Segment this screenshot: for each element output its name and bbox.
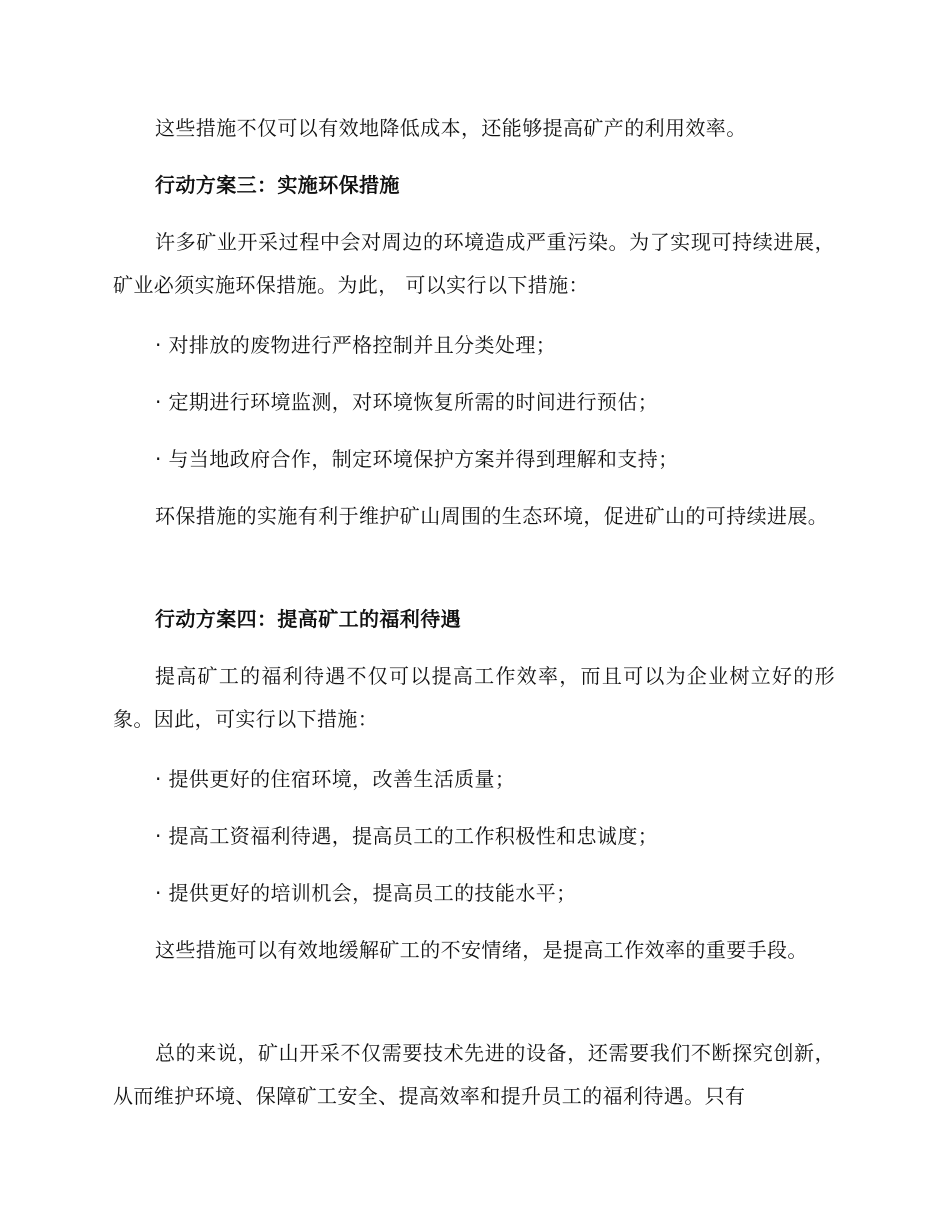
heading-plan-four: 行动方案四：提高矿工的福利待遇: [155, 607, 461, 631]
list-item-housing: · 提供更好的住宿环境，改善生活质量；: [155, 767, 516, 791]
paragraph-welfare-summary: 这些措施可以有效地缓解矿工的不安情绪，是提高工作效率的重要手段。: [155, 938, 808, 962]
list-item-government: · 与当地政府合作，制定环境保护方案并得到理解和支持；: [155, 447, 679, 471]
list-item-monitoring: · 定期进行环境监测，对环境恢复所需的时间进行预估；: [155, 390, 659, 414]
heading-plan-three: 行动方案三：实施环保措施: [155, 173, 400, 197]
paragraph-conclusion: 总的来说，矿山开采不仅需要技术先进的设备，还需要我们不断探究创新，从而维护环境、保障矿工安全、提高效率和提升员工的福利待遇。只有: [113, 1041, 835, 1108]
paragraph-environment-summary: 环保措施的实施有利于维护矿山周围的生态环境，促进矿山的可持续进展。: [155, 504, 829, 528]
paragraph-environment-intro: 许多矿业开采过程中会对周边的环境造成严重污染。为了实现可持续进展，矿业必须实施环保措施。为此， 可以实行以下措施：: [113, 230, 835, 297]
paragraph-cost-efficiency: 这些措施不仅可以有效地降低成本，还能够提高矿产的利用效率。: [155, 116, 747, 140]
list-item-wages: · 提高工资福利待遇，提高员工的工作积极性和忠诚度；: [155, 824, 659, 848]
list-item-waste-control: · 对排放的废物进行严格控制并且分类处理；: [155, 333, 557, 357]
list-item-training: · 提供更好的培训机会，提高员工的技能水平；: [155, 881, 577, 905]
paragraph-welfare-intro: 提高矿工的福利待遇不仅可以提高工作效率，而且可以为企业树立好的形象。因此，可实行以下措施：: [113, 664, 835, 731]
